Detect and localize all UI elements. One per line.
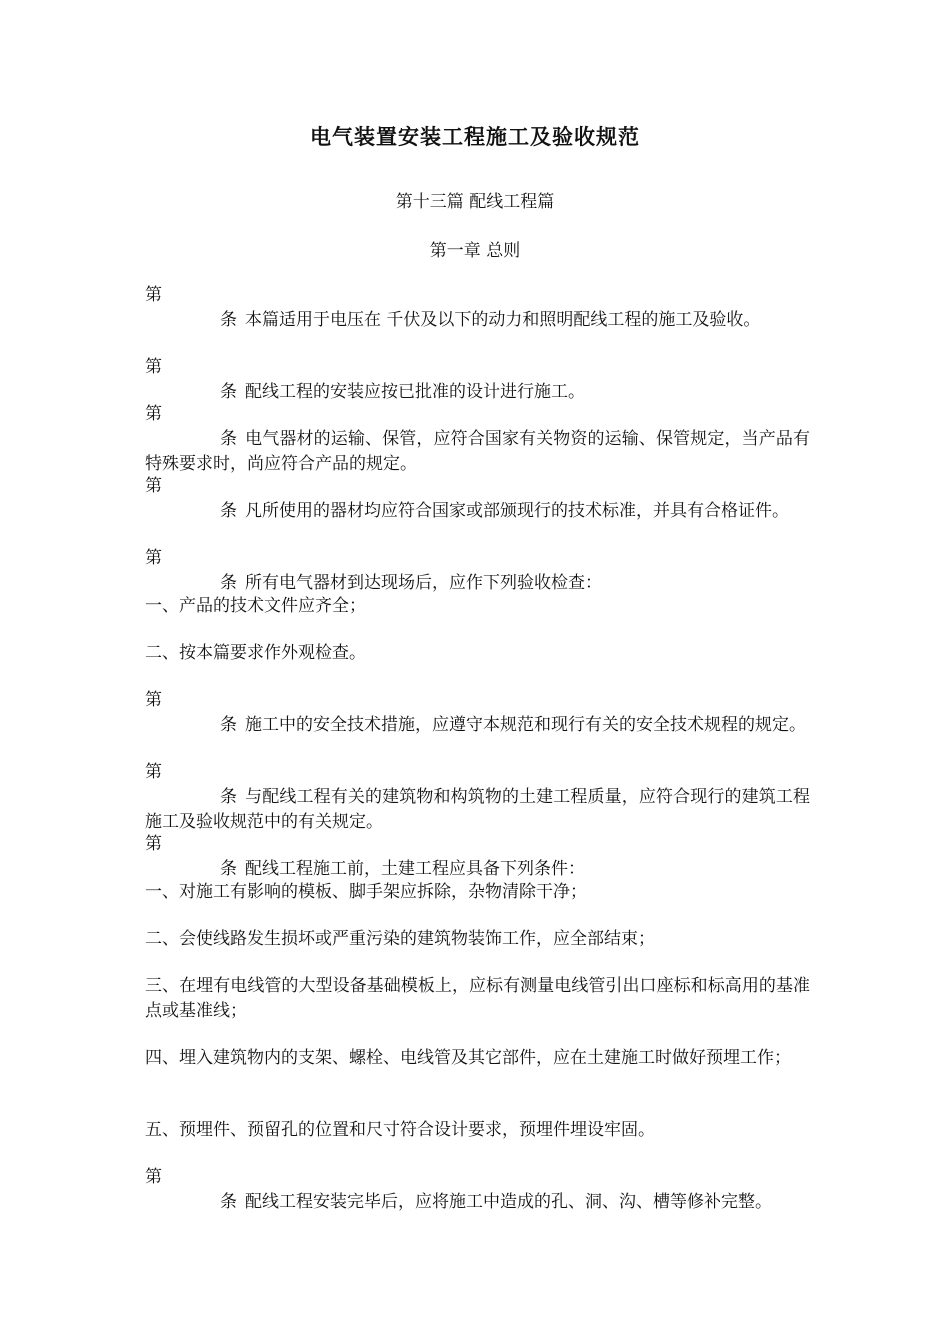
article-text: 本篇适用于电压在 千伏及以下的动力和照明配线工程的施工及验收。 bbox=[245, 310, 761, 330]
article-number: 第条 bbox=[145, 762, 237, 807]
document-title: 电气装置安装工程施工及验收规范 bbox=[310, 125, 640, 149]
list-item: 一、对施工有影响的模板、脚手架应拆除，杂物清除干净； bbox=[145, 882, 587, 902]
article-text: 配线工程的安装应按已批准的设计进行施工。 bbox=[245, 382, 585, 402]
article-text: 凡所使用的器材均应符合国家或部颁现行的技术标准，并具有合格证件。 bbox=[245, 501, 789, 521]
article-paragraph bbox=[145, 546, 810, 596]
article-number: 第条 bbox=[145, 285, 237, 330]
article-paragraph bbox=[145, 355, 810, 405]
article-paragraph bbox=[145, 1165, 810, 1215]
article-paragraph bbox=[145, 283, 810, 333]
article-number: 第条 bbox=[145, 834, 237, 879]
chapter-heading: 第一章 总则 bbox=[429, 241, 521, 261]
article-text: 与配线工程有关的建筑物和构筑物的土建工程质量，应符合现行的建筑工程施工及验收规范中的有关规定。 bbox=[145, 787, 810, 832]
article-text: 施工中的安全技术措施，应遵守本规范和现行有关的安全技术规程的规定。 bbox=[245, 715, 806, 735]
article-number: 第条 bbox=[145, 476, 237, 521]
article-paragraph bbox=[145, 832, 810, 882]
article-number: 第条 bbox=[145, 548, 237, 593]
article-paragraph bbox=[145, 402, 810, 477]
article-text: 配线工程施工前，土建工程应具备下列条件： bbox=[245, 859, 585, 879]
article-paragraph bbox=[145, 688, 810, 738]
list-item: 一、产品的技术文件应齐全； bbox=[145, 596, 366, 616]
article-number: 第条 bbox=[145, 404, 237, 449]
article-text: 所有电气器材到达现场后，应作下列验收检查： bbox=[245, 573, 602, 593]
article-text: 电气器材的运输、保管，应符合国家有关物资的运输、保管规定，当产品有特殊要求时，尚应符合产品的规定。 bbox=[145, 429, 810, 474]
list-item: 二、会使线路发生损坏或严重污染的建筑物装饰工作，应全部结束； bbox=[145, 929, 655, 949]
list-item: 四、埋入建筑物内的支架、螺栓、电线管及其它部件，应在土建施工时做好预埋工作； bbox=[145, 1048, 791, 1068]
article-number: 第条 bbox=[145, 690, 237, 735]
list-item: 二、按本篇要求作外观检查。 bbox=[145, 643, 366, 663]
article-paragraph bbox=[145, 760, 810, 835]
article-number: 第条 bbox=[145, 1167, 237, 1212]
article-text: 配线工程安装完毕后，应将施工中造成的孔、洞、沟、槽等修补完整。 bbox=[245, 1192, 772, 1212]
article-number: 第条 bbox=[145, 357, 237, 402]
article-paragraph bbox=[145, 474, 810, 524]
list-item: 五、预埋件、预留孔的位置和尺寸符合设计要求，预埋件埋设牢固。 bbox=[145, 1120, 655, 1140]
part-heading: 第十三篇 配线工程篇 bbox=[395, 192, 555, 212]
list-item: 三、在埋有电线管的大型设备基础模板上，应标有测量电线管引出口座标和标高用的基准点或基准线； bbox=[145, 976, 810, 1021]
